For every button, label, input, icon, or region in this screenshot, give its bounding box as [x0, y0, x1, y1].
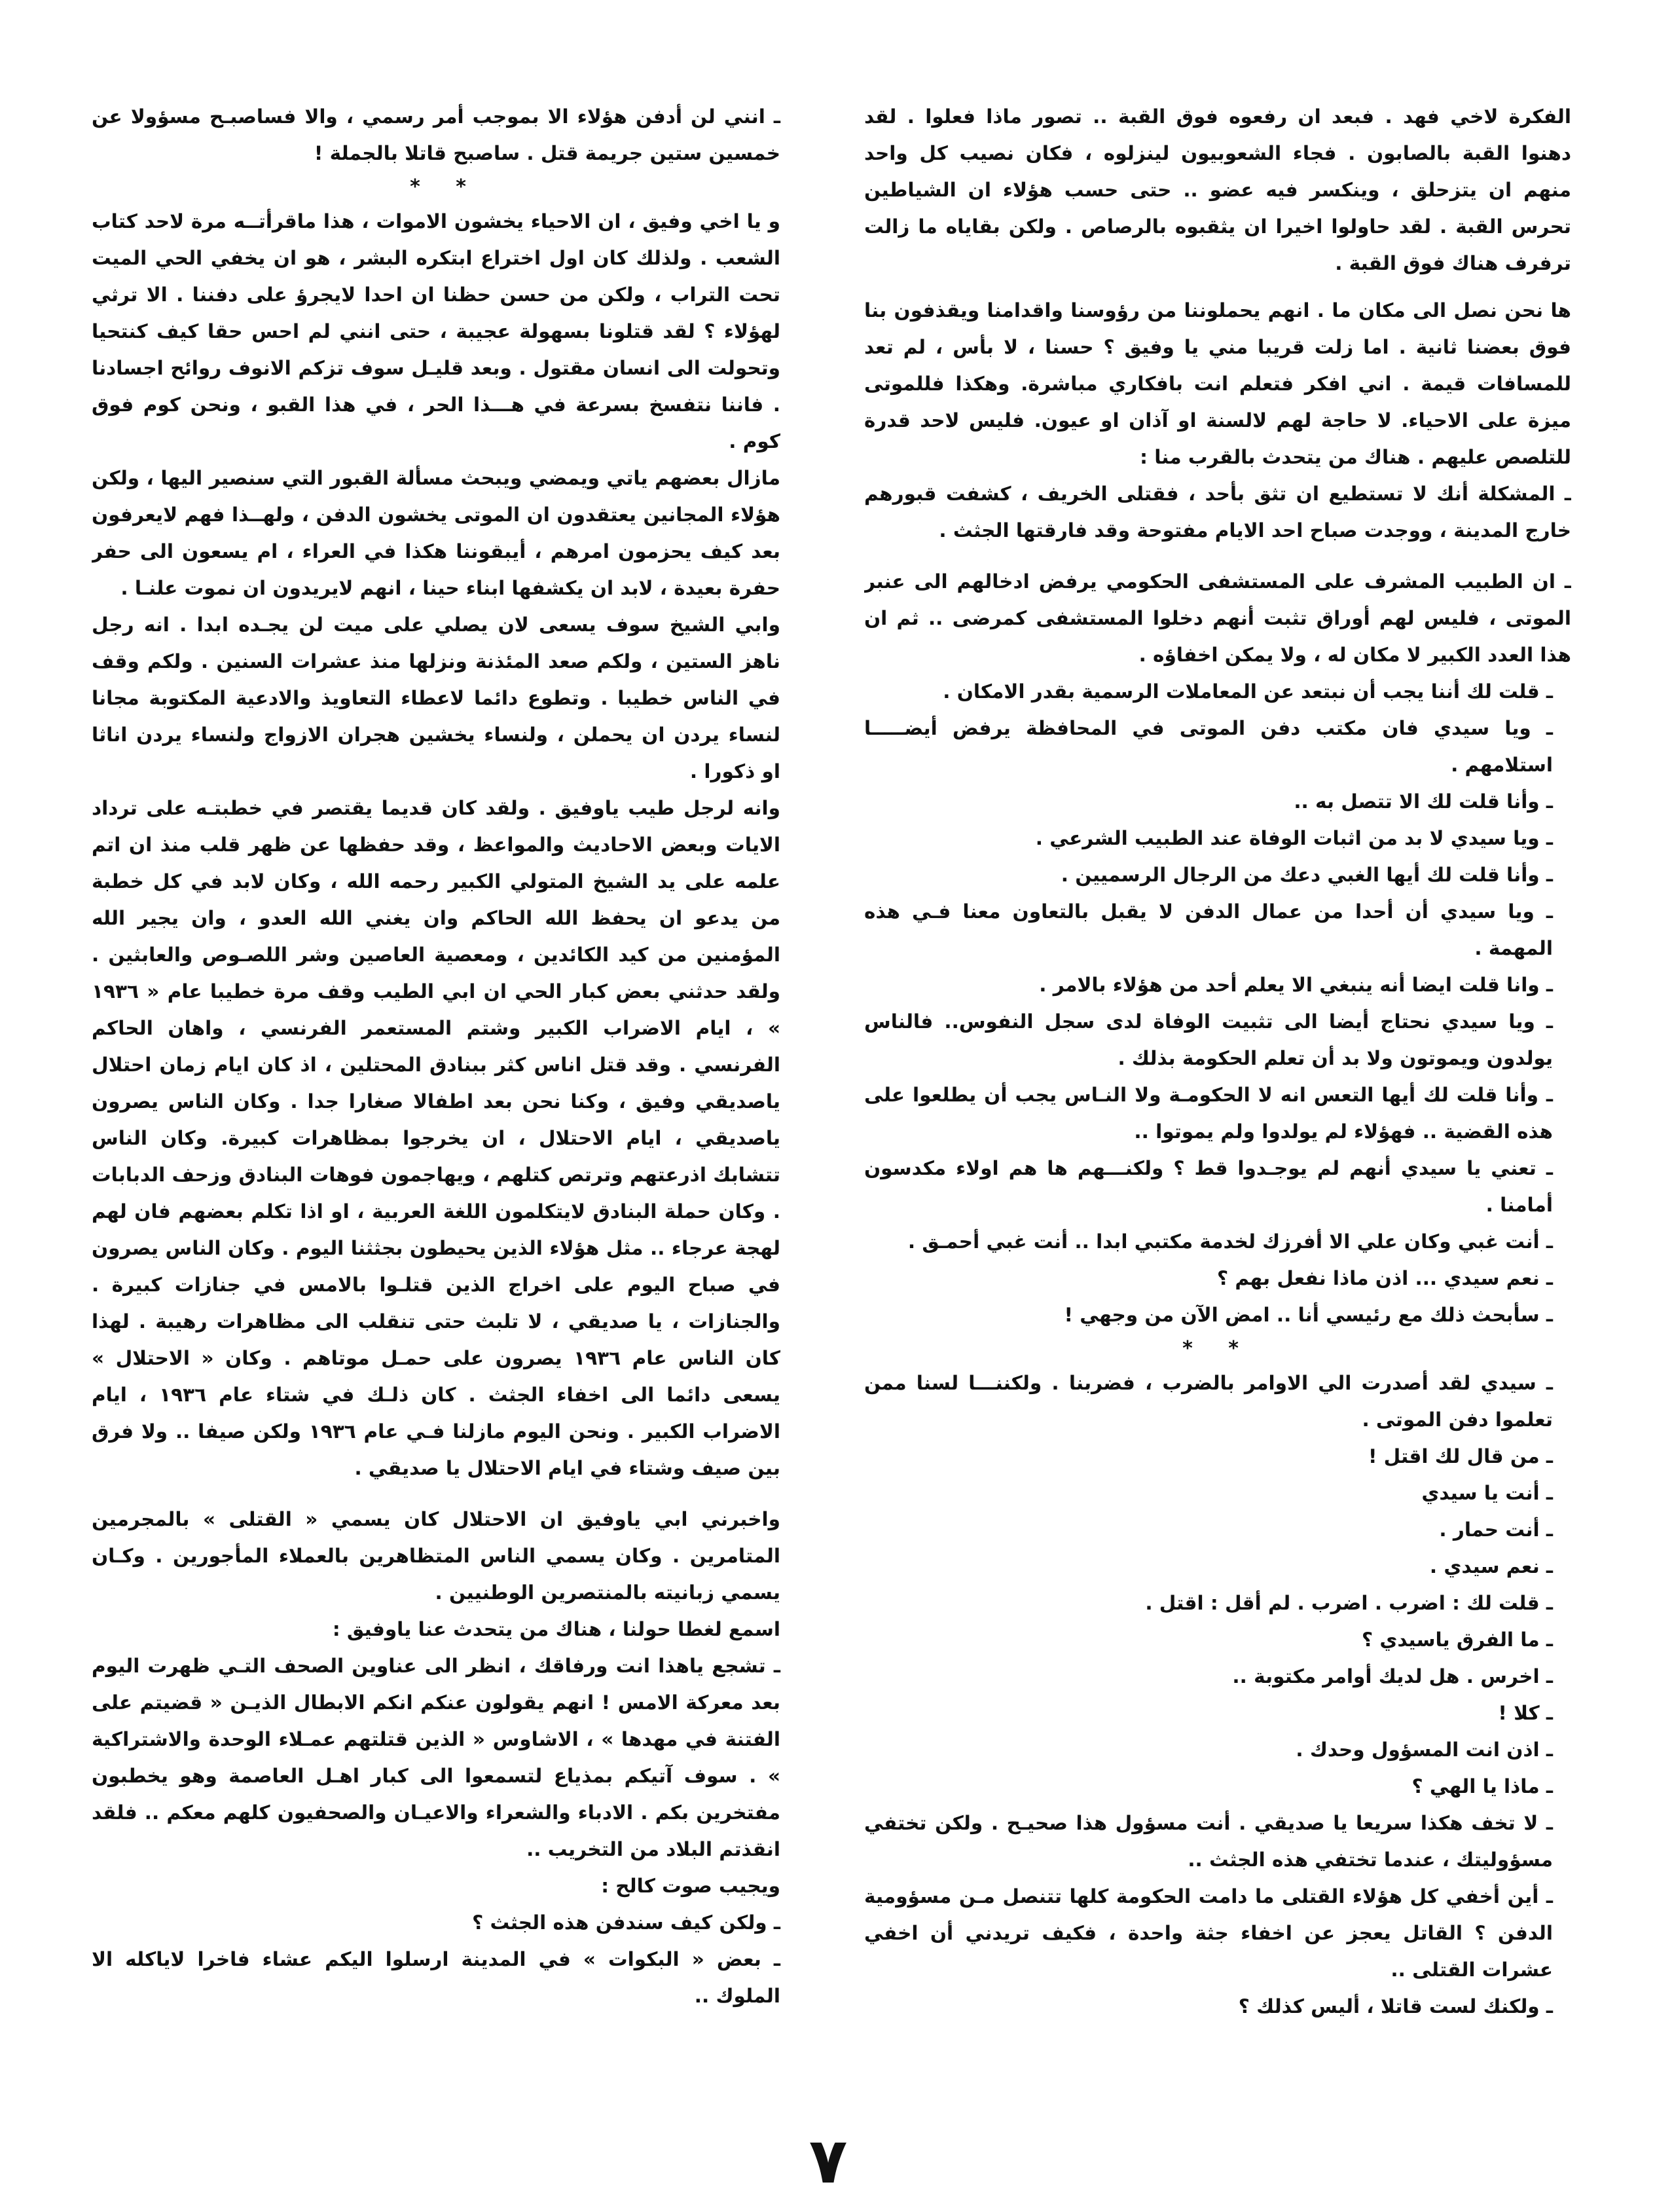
paragraph: ها نحن نصل الى مكان ما . انهم يحملوننا من رؤوسنا واقدامنا ويقذفون بنا فوق بعضنا ثانية . اما زلت قريبا مني يا وفيق ؟ حسنا ، لا بأس ، لم تعد للمسافات قيمة . اني افكر فتعلم انت بافكاري مباشرة. وهكذا فللموتى ميزة على الاحياء. لا حاجة لهم لالسنة او آذان او عيون. فليس لاحد قدرة للتلصص عليهم . هناك من يتحدث بالقرب منا :	[864, 299, 1571, 468]
paragraph: وانه لرجل طيب ياوفيق . ولقد كان قديما يقتصر في خطبتـه على ترداد الايات وبعض الاحاديث والمواعظ ، وقد حفظها عن ظهر قلب منذ ان اتم علمه على يد الشيخ المتولي الكبير رحمه الله ، وكان لابد في كل خطبة من يدعو ان يحفظ الله الحاكم وان يغني الله العدو ، وان يجير الله المؤمنين من كيد الكائدين ، ومعصية العاصين وشر اللصـوص والعابثين . ولقد حدثني بعض كبار الحي ان ابي الطيب وقف مرة خطيبا عام « ١٩٣٦ » ، ايام الاضراب الكبير وشتم المستعمر الفرنسي ، واهان الحاكم الفرنسي . وقد قتل اناس كثر ببنادق المحتلين ، اذ كان ايام زمان احتلال ياصديقي وفيق ، وكنا نحن بعد اطفالا صغارا جدا . وكان الناس يصرون ياصديقي ، ايام الاحتلال ، ان يخرجوا بمظاهرات كبيرة. وكان الناس تتشابك اذرعتهم وترتص كتلهم ، ويهاجمون فوهات البنادق وزحف الدبابات . وكان حملة البنادق لايتكلمون اللغة العربية ، او اذا تكلم بعضهم فان لهم لهجة عرجاء .. مثل هؤلاء الذين يحيطون بجثثنا اليوم . وكان الناس يصرون في صباح اليوم على اخراج الذين قتلـوا بالامس في جنازات كبيرة . والجنازات ، يا صديقي ، لا تلبث حتى تنقلب الى مظاهرات رهيبة . لهذا كان الناس عام ١٩٣٦ يصرون على حمـل موتاهم . وكان « الاحتلال » يسعى دائما الى اخفاء الجثث . كان ذلـك في شتاء عام ١٩٣٦ ، ايام الاضراب الكبير . ونحن اليوم مازلنا فـي عام ١٩٣٦ ولكن صيفا .. ولا فرق بين صيف وشتاء في ايام الاحتلال يا صديقي .	[92, 797, 780, 1479]
paragraph: ـ قلت لك أننا يجب أن نبتعد عن المعاملات الرسمية بقدر الامكان .	[943, 680, 1553, 703]
paragraph: ـ من قال لك اقتل !	[1368, 1445, 1553, 1467]
paragraph: ـ ولكنك لست قاتلا ، أليس كذلك ؟	[1238, 1995, 1553, 2018]
paragraph: ـ لا تخف هكذا سريعا يا صديقي . أنت مسؤول هذا صحيـح . ولكن تختفي مسؤوليتك ، عندما تختفي هذه الجثث ..	[864, 1812, 1553, 1871]
left-column	[92, 98, 799, 2089]
paragraph: ـ ويا سيدي لا بد من اثبات الوفاة عند الطبيب الشرعي .	[1035, 827, 1553, 849]
paragraph: ـ تعني يا سيدي أنهم لم يوجـدوا قط ؟ ولكنـــهم ها هم اولاء مكدسون أمامنا .	[864, 1157, 1553, 1216]
paragraph: و يا اخي وفيق ، ان الاحياء يخشون الاموات ، هذا ماقرأتــه مرة لاحد كتاب الشعب . ولذلك كان اول اختراع ابتكره البشر ، هو ان يخفي الحي الميت تحت التراب ، ولكن من حسن حظنا ان احدا لايجرؤ على دفننا . الا ترثي لهؤلاء ؟ لقد قتلونا بسهولة عجيبة ، حتى انني لم احس حقا كيف كنتحيا وتحولت الى انسان مقتول . وبعد قليـل سوف تزكم الانوف روائح اجسادنا . فاننا نتفسخ بسرعة في هـــذا الحر ، في هذا القبو ، ونحن كوم فوق كوم .	[92, 210, 780, 452]
paragraph: ـ ولكن كيف سندفن هذه الجثث ؟	[472, 1911, 780, 1934]
paragraph: اسمع لغطا حولنا ، هناك من يتحدث عنا ياوفيق :	[332, 1618, 780, 1640]
paragraph: ـ أنت يا سيدي	[1421, 1482, 1553, 1504]
paragraph: ـ ان الطبيب المشرف على المستشفى الحكومي يرفض ادخالهم الى عنبر الموتى ، فليس لهم أوراق تثبت أنهم دخلوا المستشفى كمرضى .. ثم ان هذا العدد الكبير لا مكان له ، ولا يمكن اخفاؤه .	[864, 570, 1571, 666]
page-number: ٧	[809, 2124, 848, 2198]
paragraph: ويجيب صوت كالح :	[601, 1875, 780, 1897]
paragraph: ـ أنت غبي وكان علي الا أفرزك لخدمة مكتبي ابدا .. أنت غبي أحمـق .	[907, 1230, 1553, 1253]
paragraph: ـ نعم سيدي ... اذن ماذا نفعل بهم ؟	[1217, 1267, 1553, 1289]
paragraph: ـ نعم سيدي .	[1429, 1555, 1553, 1577]
paragraph: ـ كلا !	[1498, 1702, 1553, 1724]
paragraph: ـ اذن انت المسؤول وحدك .	[1296, 1739, 1553, 1761]
paragraph: ـ بعض « البكوات » في المدينة ارسلوا اليكم عشاء فاخرا لاياكله الا الملوك ..	[92, 1948, 780, 2007]
paragraph: ـ اخرس . هل لديك أوامر مكتوبة ..	[1232, 1665, 1553, 1687]
paragraph: ـ وأنا قلت لك أيها الغبي دعك من الرجال الرسميين .	[1061, 864, 1553, 886]
paragraph: ـ وانا قلت ايضا أنه ينبغي الا يعلم أحد من هؤلاء بالامر .	[1039, 974, 1553, 996]
paragraph: ـ وأنا قلت لك الا تتصل به ..	[1294, 790, 1553, 813]
paragraph: الفكرة لاخي فهد . فبعد ان رفعوه فوق القبة .. تصور ماذا فعلوا . لقد دهنوا القبة بالصابون . فجاء الشعوبيون لينزلوه ، فكان نصيب كل واحد منهم ان يتزحلق ، وينكسر فيه عضو .. حتى حسب هؤلاء ان الشياطين تحرس القبة . لقد حاولوا اخيرا ان يثقبوه بالرصاص . ولكن بقاياه ما زالت ترفرف هناك فوق القبة .	[864, 105, 1571, 274]
paragraph: وابي الشيخ سوف يسعى لان يصلي على ميت لن يجـده ابدا . انه رجل ناهز الستين ، ولكم صعد المئذنة ونزلها منذ عشرات السنين . ولكم وقف في الناس خطيبا . وتطوع دائما لاعطاء التعاويذ والادعية المكتوبة مجانا لنساء يردن ان يحملن ، ولنساء يخشين هجران الازواج ولنساء يردن اناثا او ذكورا .	[92, 614, 780, 783]
paragraph: ـ ويا سيدي فان مكتب دفن الموتى في المحافظة يرفض أيضـــــا استلامهم .	[864, 717, 1553, 776]
paragraph: ـ ويا سيدي أن أحدا من عمال الدفن لا يقبل بالتعاون معنا فـي هذه المهمة .	[864, 900, 1553, 959]
paragraph: ـ أنت حمار .	[1439, 1519, 1553, 1541]
section-divider-stars: * *	[1182, 1337, 1253, 1360]
paragraph: ـ انني لن أدفن هؤلاء الا بموجب أمر رسمي ، والا فساصبـح مسؤولا عن خمسين ستين جريمة قتل . ساصبح قاتلا بالجملة !	[92, 105, 780, 164]
paragraph: ـ ما الفرق ياسيدي ؟	[1361, 1629, 1553, 1651]
paragraph: ـ قلت لك : اضرب . اضرب . لم أقل : اقتل .	[1145, 1592, 1553, 1614]
paragraph: ـ تشجع ياهذا انت ورفاقك ، انظر الى عناوين الصحف التـي ظهرت اليوم بعد معركة الامس ! انهم يقولون عنكم انكم الابطال الذيـن « قضيتم على الفتنة في مهدها » ، الاشاوس « الذين قتلتهم عمـلاء الوحدة والاشتراكية » . سوف آتيكم بمذياع لتسمعوا الى كبار اهـل العاصمة وهو يخطبون مفتخرين بكم . الادباء والشعراء والاعيـان والصحفيون كلهم معكم .. فلقد انقذتم البلاد من التخريب ..	[92, 1655, 780, 1860]
paragraph: ـ المشكلة أنك لا تستطيع ان تثق بأحد ، فقتلى الخريف ، كشفت قبورهم خارج المدينة ، ووجدت صباح احد الايام مفتوحة وقد فارقتها الجثث .	[864, 483, 1571, 542]
section-divider-stars: * *	[410, 175, 481, 198]
paragraph: ـ سيدي لقد أصدرت الي الاوامر بالضرب ، فضربنا . ولكننـــا لسنا ممن تعلموا دفن الموتى .	[864, 1372, 1553, 1431]
paragraph: واخبرني ابي ياوفيق ان الاحتلال كان يسمي « القتلى » بالمجرمين المتامرين . وكان يسمي الناس المتظاهرين بالعملاء المأجورين . وكـان يسمي زبانيته بالمنتصرين الوطنيين .	[92, 1508, 780, 1604]
paragraph: ـ ماذا يا الهي ؟	[1411, 1775, 1553, 1797]
paragraph: ـ سأبحث ذلك مع رئيسي أنا .. امض الآن من وجهي !	[1064, 1304, 1553, 1326]
paragraph: ـ ويا سيدي نحتاج أيضا الى تثبيت الوفاة لدى سجل النفوس.. فالناس يولدون ويموتون ولا بد أن تعلم الحكومة بذلك .	[864, 1010, 1553, 1069]
paragraph: مازال بعضهم ياتي ويمضي ويبحث مسألة القبور التي سنصير اليها ، ولكن هؤلاء المجانين يعتقدون ان الموتى يخشون الدفن ، ولهــذا فهم لايعرفون بعد كيف يحزمون امرهم ، أيبقوننا هكذا في العراء ، ام يسعون الى حفر حفرة بعيدة ، لابد ان يكشفها ابناء حينا ، انهم لايريدون ان نموت علنـا .	[92, 467, 780, 599]
paragraph: ـ وأنا قلت لك أيها التعس انه لا الحكومـة ولا النـاس يجب أن يطلعوا على هذه القضية .. فهؤلاء لم يولدوا ولم يموتوا ..	[864, 1084, 1553, 1143]
right-column	[864, 98, 1571, 2089]
paragraph: ـ أين أخفي كل هؤلاء القتلى ما دامت الحكومة كلها تتنصل مـن مسؤومية الدفن ؟ القاتل يعجز عن اخفاء جثة واحدة ، فكيف تريدني أن اخفي عشرات القتلى ..	[864, 1885, 1553, 1981]
